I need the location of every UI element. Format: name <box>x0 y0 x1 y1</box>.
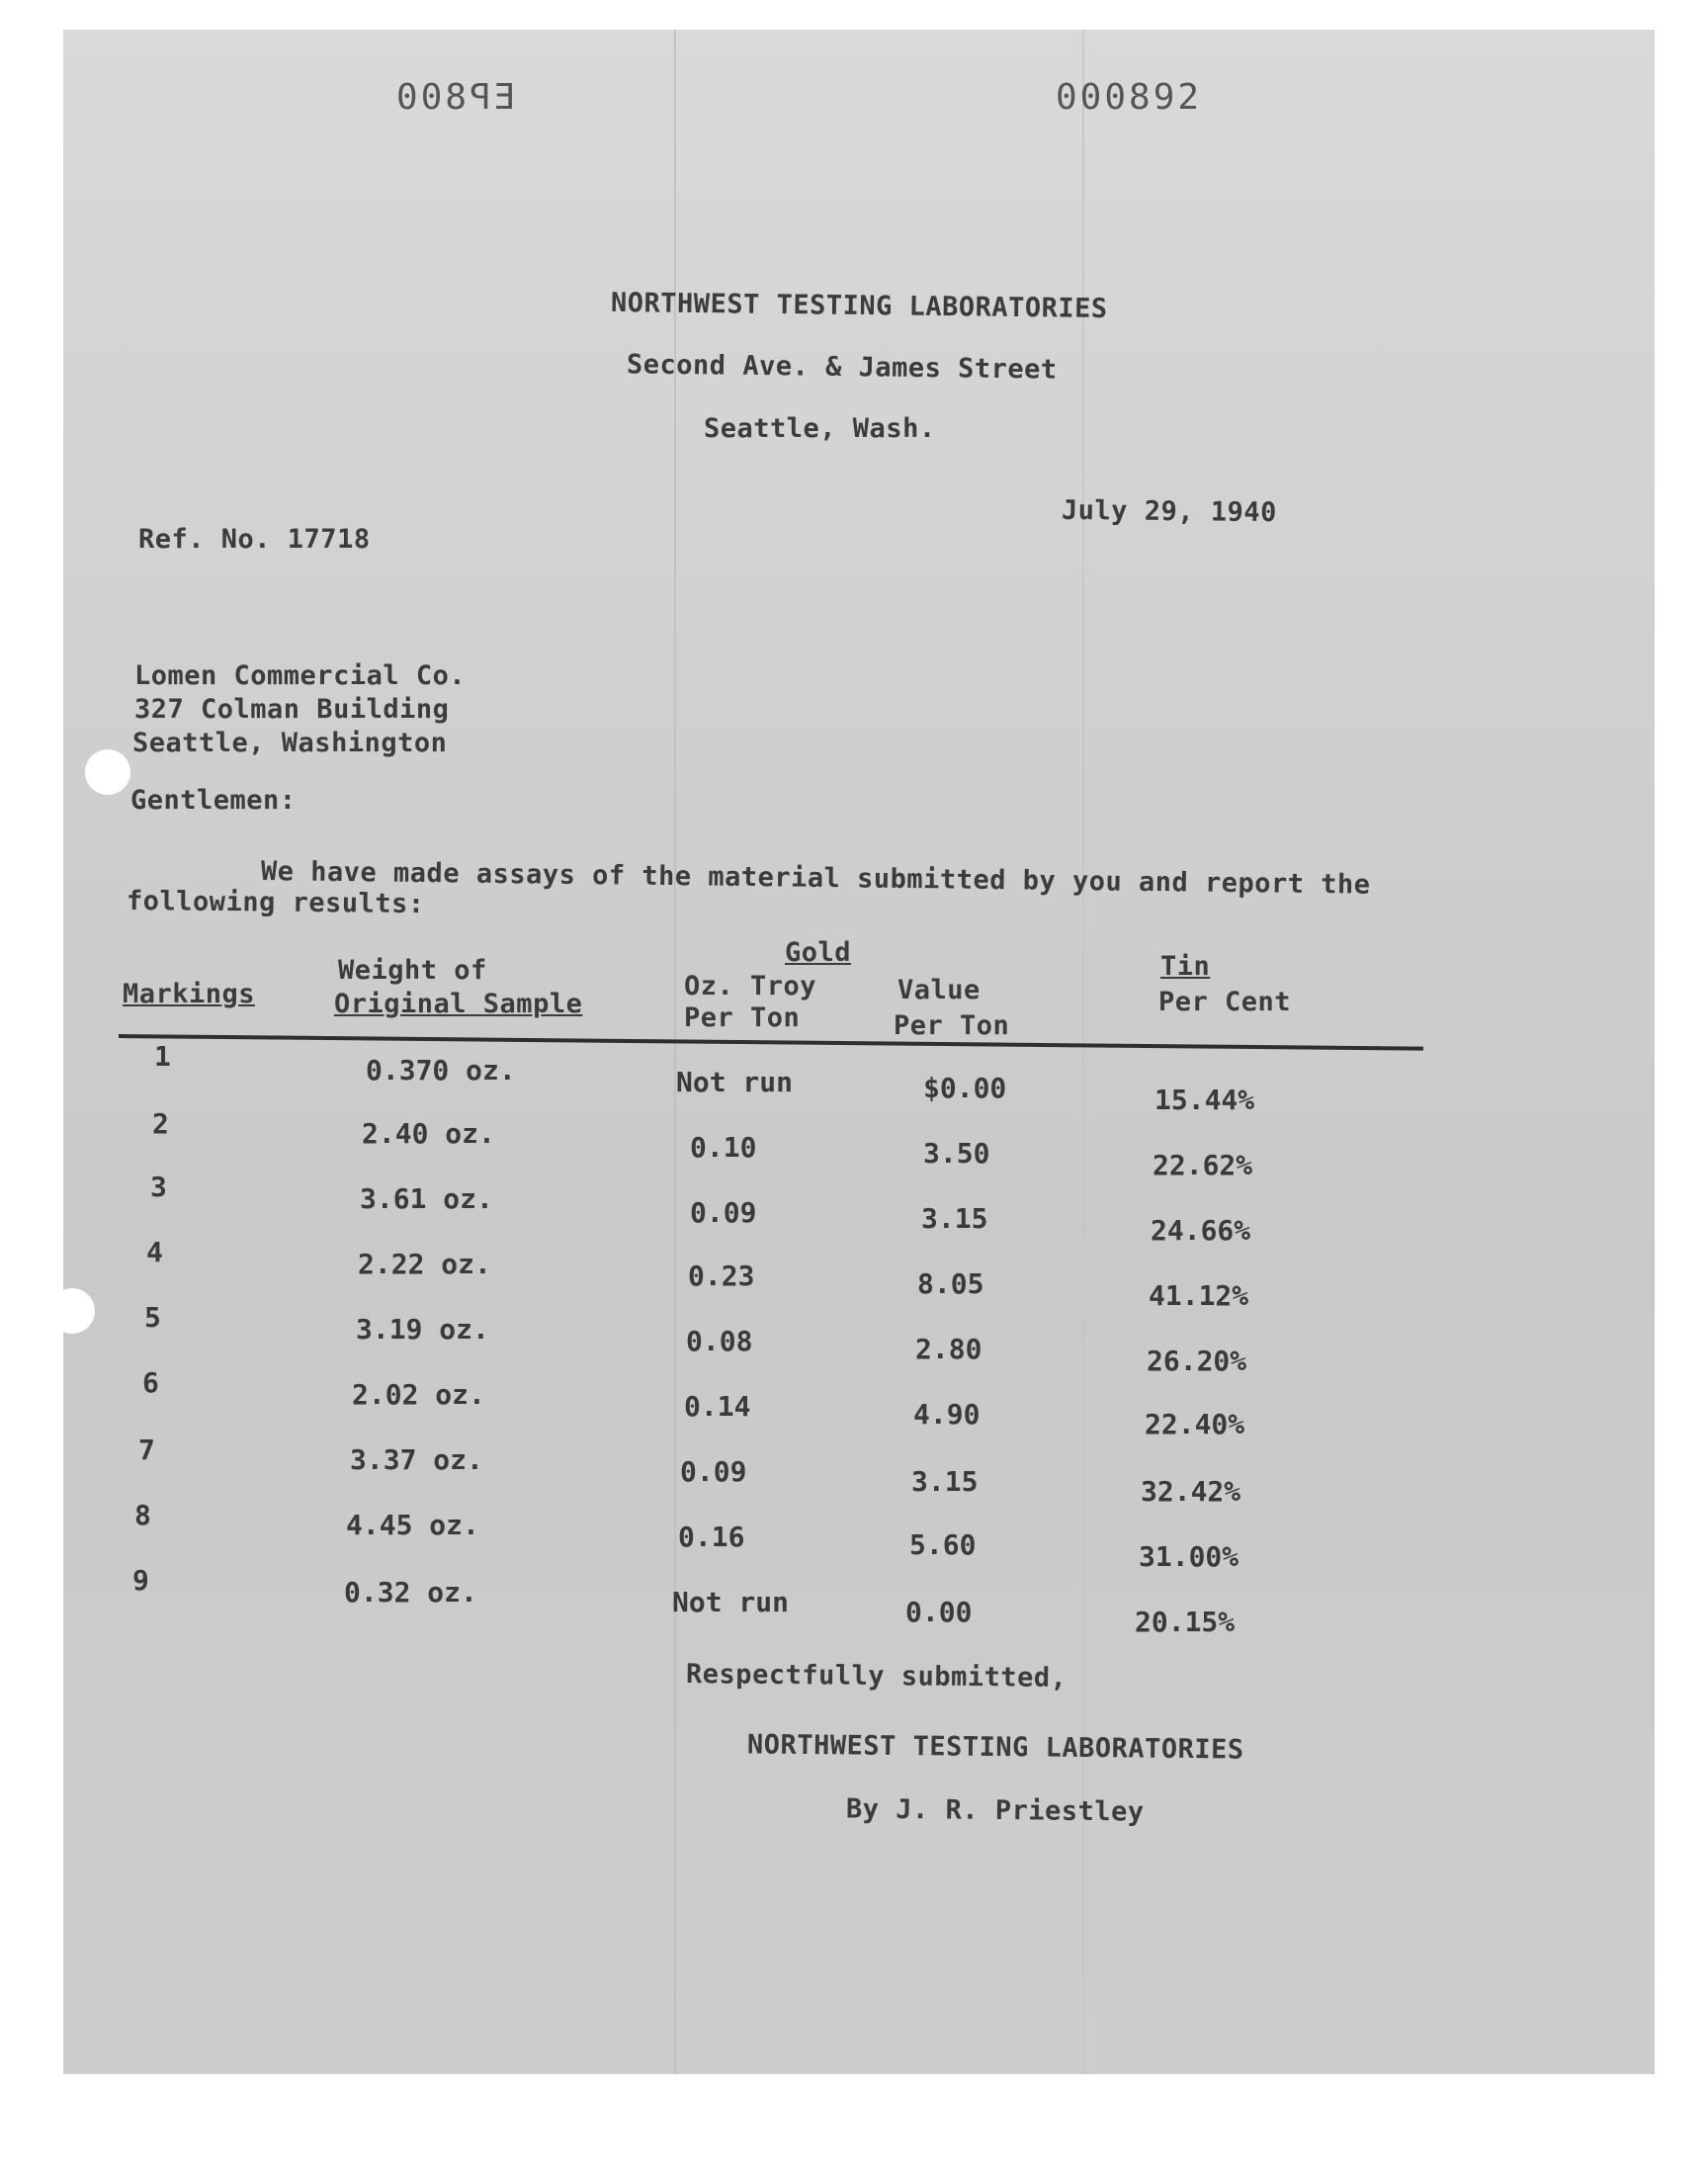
stamp-left: EP800 <box>393 77 516 118</box>
cell-oz: 0.14 <box>684 1390 751 1423</box>
header-oz-troy: Oz. Troy <box>684 971 817 1001</box>
cell-value: 3.50 <box>923 1137 990 1170</box>
cell-weight: 2.22 oz. <box>358 1248 491 1280</box>
stamp-right: 000892 <box>1056 77 1203 118</box>
cell-value: 0.00 <box>905 1596 973 1628</box>
cell-oz: 0.10 <box>690 1131 757 1164</box>
closing-signature: By J. R. Priestley <box>845 1793 1145 1828</box>
cell-weight: 2.40 oz. <box>362 1117 495 1150</box>
punch-hole-icon <box>85 749 130 795</box>
cell-tin: 26.20% <box>1147 1345 1247 1377</box>
cell-marking: 9 <box>132 1564 149 1597</box>
cell-value: 8.05 <box>917 1267 984 1300</box>
cell-weight: 3.37 oz. <box>350 1443 483 1476</box>
cell-marking: 2 <box>152 1107 169 1140</box>
cell-marking: 8 <box>134 1499 151 1531</box>
cell-tin: 20.15% <box>1135 1606 1236 1638</box>
cell-oz: 0.23 <box>688 1260 755 1292</box>
cell-marking: 3 <box>150 1171 167 1203</box>
closing-signatory-org: NORTHWEST TESTING LABORATORIES <box>746 1729 1244 1766</box>
header-weight: Original Sample <box>334 989 583 1019</box>
salutation: Gentlemen: <box>130 785 297 816</box>
reference-number: Ref. No. 17718 <box>138 524 371 555</box>
fold-crease <box>1082 30 1084 2074</box>
header-value: Per Ton <box>894 1010 1010 1041</box>
cell-weight: 0.370 oz. <box>366 1054 516 1087</box>
cell-weight: 3.61 oz. <box>360 1182 493 1215</box>
closing-line: Respectfully submitted, <box>685 1658 1068 1695</box>
punch-hole-icon <box>49 1288 95 1334</box>
cell-weight: 3.19 oz. <box>356 1313 489 1346</box>
cell-value: 3.15 <box>921 1202 988 1235</box>
group-header-gold: Gold <box>785 937 852 968</box>
body-line: following results: <box>126 886 425 920</box>
fold-crease <box>674 30 676 2074</box>
cell-tin: 22.40% <box>1145 1408 1245 1440</box>
cell-tin: 22.62% <box>1153 1149 1253 1181</box>
cell-weight: 4.45 oz. <box>346 1509 479 1541</box>
header-weight: Weight of <box>338 955 487 986</box>
cell-tin: 32.42% <box>1141 1475 1241 1508</box>
body-line: We have made assays of the material submitted by you and report the <box>260 856 1371 901</box>
cell-oz: 0.09 <box>680 1455 747 1488</box>
letterhead-name: NORTHWEST TESTING LABORATORIES <box>610 287 1108 325</box>
cell-value: 5.60 <box>909 1528 977 1561</box>
letterhead-city: Seattle, Wash. <box>704 413 936 444</box>
recipient-line: Seattle, Washington <box>132 728 448 758</box>
paper-sheet <box>63 30 1655 2074</box>
cell-tin: 31.00% <box>1139 1540 1239 1573</box>
cell-tin: 15.44% <box>1154 1084 1255 1116</box>
cell-marking: 6 <box>142 1366 159 1399</box>
cell-weight: 2.02 oz. <box>352 1378 485 1411</box>
cell-weight: 0.32 oz. <box>344 1576 477 1609</box>
cell-oz: 0.09 <box>690 1196 757 1229</box>
header-tin-percent: Per Cent <box>1158 987 1292 1017</box>
cell-oz: 0.08 <box>686 1325 753 1357</box>
cell-marking: 4 <box>146 1236 163 1268</box>
cell-marking: 1 <box>154 1040 171 1073</box>
cell-value: 3.15 <box>911 1465 979 1498</box>
cell-value: $0.00 <box>923 1072 1007 1104</box>
letter-date: July 29, 1940 <box>1061 494 1277 529</box>
cell-oz: Not run <box>672 1586 790 1618</box>
cell-marking: 7 <box>138 1434 155 1466</box>
cell-oz: Not run <box>676 1066 794 1098</box>
recipient-line: Lomen Commercial Co. <box>134 660 467 691</box>
header-value: Value <box>897 975 981 1005</box>
cell-value: 4.90 <box>913 1398 981 1431</box>
cell-oz: 0.16 <box>678 1521 745 1553</box>
group-header-tin: Tin <box>1160 951 1211 982</box>
letterhead-address: Second Ave. & James Street <box>626 349 1058 386</box>
header-oz-troy: Per Ton <box>684 1002 801 1033</box>
cell-tin: 41.12% <box>1149 1279 1249 1312</box>
cell-tin: 24.66% <box>1151 1214 1251 1247</box>
header-markings: Markings <box>123 979 256 1009</box>
cell-marking: 5 <box>144 1301 161 1334</box>
cell-value: 2.80 <box>915 1333 982 1365</box>
recipient-line: 327 Colman Building <box>134 694 450 725</box>
